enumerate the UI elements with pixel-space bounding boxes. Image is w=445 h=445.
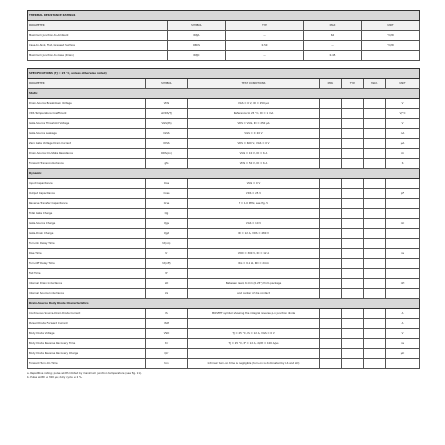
cell (320, 219, 342, 229)
cell: Output Capacitance (28, 189, 146, 199)
cell (364, 199, 386, 209)
cell (320, 139, 342, 149)
cell (320, 339, 342, 349)
cell (320, 239, 342, 249)
cell: V (386, 99, 420, 109)
cell: Reverse Transfer Capacitance (28, 199, 146, 209)
cell (342, 159, 364, 169)
cell: Rise Time (28, 249, 146, 259)
table-row (28, 41, 420, 51)
cell (342, 149, 364, 159)
cell (320, 129, 342, 139)
cell (364, 349, 386, 359)
cell: Qgs (146, 219, 188, 229)
table-row (28, 219, 420, 229)
thermal-header-parameter: PARAMETER (28, 21, 168, 31)
cell (342, 339, 364, 349)
cell: Internal Source Inductance (28, 289, 146, 299)
cell: nC (386, 219, 420, 229)
cell: Forward Turn-On Time (28, 359, 146, 369)
section-header (28, 299, 420, 309)
cell: RθCS (168, 41, 226, 51)
cell (342, 349, 364, 359)
cell: TJ = 25 °C, IF = 12 A, dI/dt = 100 A/μs (188, 339, 320, 349)
spec-table-title: SPECIFICATIONS (TJ = 25 °C, unless otherwise noted) (28, 69, 420, 79)
cell (364, 289, 386, 299)
cell: Forward Transconductance (28, 159, 146, 169)
cell: Pulsed Diode Forward Current (28, 319, 146, 329)
cell: VDS Temperature Coefficient (28, 109, 146, 119)
cell: Gate-Source Leakage (28, 129, 146, 139)
cell: RG = 9.1 Ω, RD = 24 Ω (188, 259, 320, 269)
cell (342, 359, 364, 369)
table-row (28, 309, 420, 319)
spec-header-symbol: SYMBOL (146, 79, 188, 89)
spec-header-min: MIN. (320, 79, 342, 89)
cell (364, 279, 386, 289)
cell: VDS = 25 V (188, 189, 320, 199)
cell: Body Diode Reverse Recovery Time (28, 339, 146, 349)
cell: nH (386, 279, 420, 289)
spec-header-unit: UNIT (386, 79, 420, 89)
cell (342, 179, 364, 189)
cell: pF (386, 189, 420, 199)
cell: VGS = 0 V (188, 179, 320, 189)
cell: VDS = VGS, ID = 250 μA (188, 119, 320, 129)
cell: Fall Time (28, 269, 146, 279)
table-row (28, 359, 420, 369)
cell (188, 319, 320, 329)
cell: S (386, 159, 420, 169)
cell (188, 209, 320, 219)
cell: VGS = 0 V, ID = 250 μA (188, 99, 320, 109)
cell: °C/W (362, 41, 420, 51)
cell (320, 159, 342, 169)
cell: Total Gate Charge (28, 209, 146, 219)
cell (386, 199, 420, 209)
table-row (28, 159, 420, 169)
cell: gfs (146, 159, 188, 169)
table-row (28, 199, 420, 209)
cell (364, 269, 386, 279)
cell (362, 51, 420, 61)
table-row (28, 329, 420, 339)
cell: Qgd (146, 229, 188, 239)
cell: and center of die contact (188, 289, 320, 299)
table-row (28, 289, 420, 299)
cell (320, 289, 342, 299)
cell: VDS = 600 V, VGS = 0 V (188, 139, 320, 149)
cell: Coss (146, 189, 188, 199)
table-row (28, 139, 420, 149)
cell (364, 239, 386, 249)
section-title: Dynamic (28, 169, 420, 179)
cell (320, 309, 342, 319)
cell: VDD = 300 V, ID = 12 A (188, 249, 320, 259)
cell: VGS = 10 V (188, 219, 320, 229)
cell: Ciss (146, 179, 188, 189)
cell (342, 249, 364, 259)
cell (386, 259, 420, 269)
cell: ID = 12 A, VDS = 480 V (188, 229, 320, 239)
thermal-header-typ: TYP (226, 21, 304, 31)
cell (342, 209, 364, 219)
cell (320, 349, 342, 359)
cell (386, 229, 420, 239)
cell: — (226, 31, 304, 41)
cell (320, 229, 342, 239)
cell (386, 209, 420, 219)
cell (364, 319, 386, 329)
cell (364, 99, 386, 109)
cell (364, 219, 386, 229)
cell: A (386, 309, 420, 319)
cell: RDS(on) (146, 149, 188, 159)
cell (364, 119, 386, 129)
table-row (28, 249, 420, 259)
table-row (28, 279, 420, 289)
cell (320, 179, 342, 189)
cell: Body Diode Reverse Recovery Charge (28, 349, 146, 359)
cell: LS (146, 289, 188, 299)
cell: — (226, 51, 304, 61)
cell: Gate-Source Charge (28, 219, 146, 229)
section-header (28, 89, 420, 99)
cell (364, 249, 386, 259)
cell: Continuous Source-Drain Diode Current (28, 309, 146, 319)
cell (364, 209, 386, 219)
cell (342, 129, 364, 139)
cell: trr (146, 339, 188, 349)
cell: MOSFET symbol showing the integral reverse p-n junction diode (188, 309, 320, 319)
cell (320, 99, 342, 109)
table-row (28, 129, 420, 139)
cell (342, 269, 364, 279)
spec-body (28, 89, 420, 369)
cell (364, 229, 386, 239)
cell (320, 259, 342, 269)
cell (342, 219, 364, 229)
cell (320, 269, 342, 279)
cell (320, 209, 342, 219)
cell (386, 289, 420, 299)
cell: ISM (146, 319, 188, 329)
section-title: Static (28, 89, 420, 99)
table-row (28, 339, 420, 349)
cell (320, 199, 342, 209)
cell (364, 339, 386, 349)
cell (364, 109, 386, 119)
cell: TJ = 25 °C, IS = 12 A, VGS = 0 V (188, 329, 320, 339)
cell: VDS = 50 V, ID = 6 A (188, 159, 320, 169)
cell: Ω (386, 149, 420, 159)
cell: ΔVDS/TJ (146, 109, 188, 119)
thermal-header-unit: UNIT (362, 21, 420, 31)
cell (342, 309, 364, 319)
cell (364, 189, 386, 199)
cell: td(off) (146, 259, 188, 269)
cell: μA (386, 139, 420, 149)
cell (342, 289, 364, 299)
footnote: b. Pulse width ≤ 300 μs; duty cycle ≤ 2 %. (27, 376, 83, 379)
spec-header-max: MAX. (364, 79, 386, 89)
cell (364, 149, 386, 159)
cell: tf (146, 269, 188, 279)
cell (386, 239, 420, 249)
cell: IDSS (146, 139, 188, 149)
cell: Turn-Off Delay Time (28, 259, 146, 269)
table-row (28, 349, 420, 359)
cell: ns (386, 339, 420, 349)
thermal-header-symbol: SYMBOL (168, 21, 226, 31)
spec-header-parameter: PARAMETER (28, 79, 146, 89)
cell: °C/W (362, 31, 420, 41)
table-row (28, 319, 420, 329)
cell (342, 239, 364, 249)
table-row (28, 239, 420, 249)
footnotes (27, 372, 419, 380)
thermal-resistance-table (27, 10, 420, 61)
cell: Crss (146, 199, 188, 209)
datasheet-page (27, 10, 419, 380)
table-row (28, 109, 420, 119)
cell: Reference to 25 °C, ID = 1 mA (188, 109, 320, 119)
cell (342, 99, 364, 109)
cell (364, 159, 386, 169)
cell: Case-to-Sink, Flat, Greased Surface (28, 41, 168, 51)
cell: f = 1.0 MHz, see fig. 5 (188, 199, 320, 209)
cell: Zero Gate Voltage Drain Current (28, 139, 146, 149)
cell: 62 (304, 31, 362, 41)
cell: tr (146, 249, 188, 259)
cell: Between lead, 6 mm (0.25") from package (188, 279, 320, 289)
table-row (28, 99, 420, 109)
cell (320, 109, 342, 119)
cell (342, 199, 364, 209)
cell: VGS = ± 20 V (188, 129, 320, 139)
cell (188, 349, 320, 359)
cell: Qrr (146, 349, 188, 359)
spec-header-typ: TYP. (342, 79, 364, 89)
cell (364, 179, 386, 189)
cell (364, 309, 386, 319)
cell: Drain-Source Breakdown Voltage (28, 99, 146, 109)
table-row (28, 209, 420, 219)
cell (342, 229, 364, 239)
table-row (28, 189, 420, 199)
cell: VDS (146, 99, 188, 109)
section-header (28, 169, 420, 179)
cell: IS (146, 309, 188, 319)
table-row (28, 31, 420, 41)
cell: VSD (146, 329, 188, 339)
cell (386, 269, 420, 279)
cell: Maximum Junction-to-Ambient (28, 31, 168, 41)
cell: Qg (146, 209, 188, 219)
cell (320, 279, 342, 289)
cell: VGS = 10 V, ID = 6 A (188, 149, 320, 159)
cell (320, 329, 342, 339)
cell (364, 129, 386, 139)
cell (364, 259, 386, 269)
table-row (28, 149, 420, 159)
cell: ns (386, 249, 420, 259)
cell: ton (146, 359, 188, 369)
cell: Internal Drain Inductance (28, 279, 146, 289)
cell (386, 359, 420, 369)
cell: RθJA (168, 31, 226, 41)
cell: Intrinsic turn-on time is negligible (turn-on is dominated by LS and LD) (188, 359, 320, 369)
cell (320, 189, 342, 199)
cell (364, 359, 386, 369)
footnote: a. Repetitive rating; pulse width limited by maximum junction temperature (see fig. 11). (27, 372, 142, 375)
cell (342, 279, 364, 289)
table-row (28, 119, 420, 129)
cell: IGSS (146, 129, 188, 139)
table-row (28, 51, 420, 61)
spec-header-conditions: TEST CONDITIONS (188, 79, 320, 89)
cell: μC (386, 349, 420, 359)
cell (188, 269, 320, 279)
cell (320, 119, 342, 129)
specifications-table (27, 68, 420, 369)
cell (342, 109, 364, 119)
table-row (28, 269, 420, 279)
cell: 0.45 (304, 51, 362, 61)
cell (364, 329, 386, 339)
cell (342, 139, 364, 149)
cell (342, 319, 364, 329)
cell: LD (146, 279, 188, 289)
cell: V (386, 119, 420, 129)
cell: td(on) (146, 239, 188, 249)
section-title: Drain-Source Body Diode Characteristics (28, 299, 420, 309)
cell: VGS(th) (146, 119, 188, 129)
cell (320, 359, 342, 369)
cell (386, 179, 420, 189)
cell: V (386, 329, 420, 339)
cell (342, 119, 364, 129)
cell: Body Diode Voltage (28, 329, 146, 339)
cell (188, 239, 320, 249)
cell: V/°C (386, 109, 420, 119)
cell: nA (386, 129, 420, 139)
cell (342, 259, 364, 269)
cell (320, 249, 342, 259)
cell: Drain-Source On-State Resistance (28, 149, 146, 159)
cell (364, 139, 386, 149)
cell: Gate-Drain Charge (28, 229, 146, 239)
table-row (28, 229, 420, 239)
cell (342, 189, 364, 199)
table-row (28, 179, 420, 189)
cell: Turn-On Delay Time (28, 239, 146, 249)
cell: — (304, 41, 362, 51)
thermal-table-title: THERMAL RESISTANCE RATINGS (28, 11, 420, 21)
cell (342, 329, 364, 339)
cell: RθJC (168, 51, 226, 61)
thermal-header-max: MAX (304, 21, 362, 31)
cell: 0.50 (226, 41, 304, 51)
cell: Input Capacitance (28, 179, 146, 189)
cell: Gate-Source Threshold Voltage (28, 119, 146, 129)
cell (320, 319, 342, 329)
table-row (28, 259, 420, 269)
cell: Maximum Junction-to-Case (Drain) (28, 51, 168, 61)
cell (320, 149, 342, 159)
cell: A (386, 319, 420, 329)
